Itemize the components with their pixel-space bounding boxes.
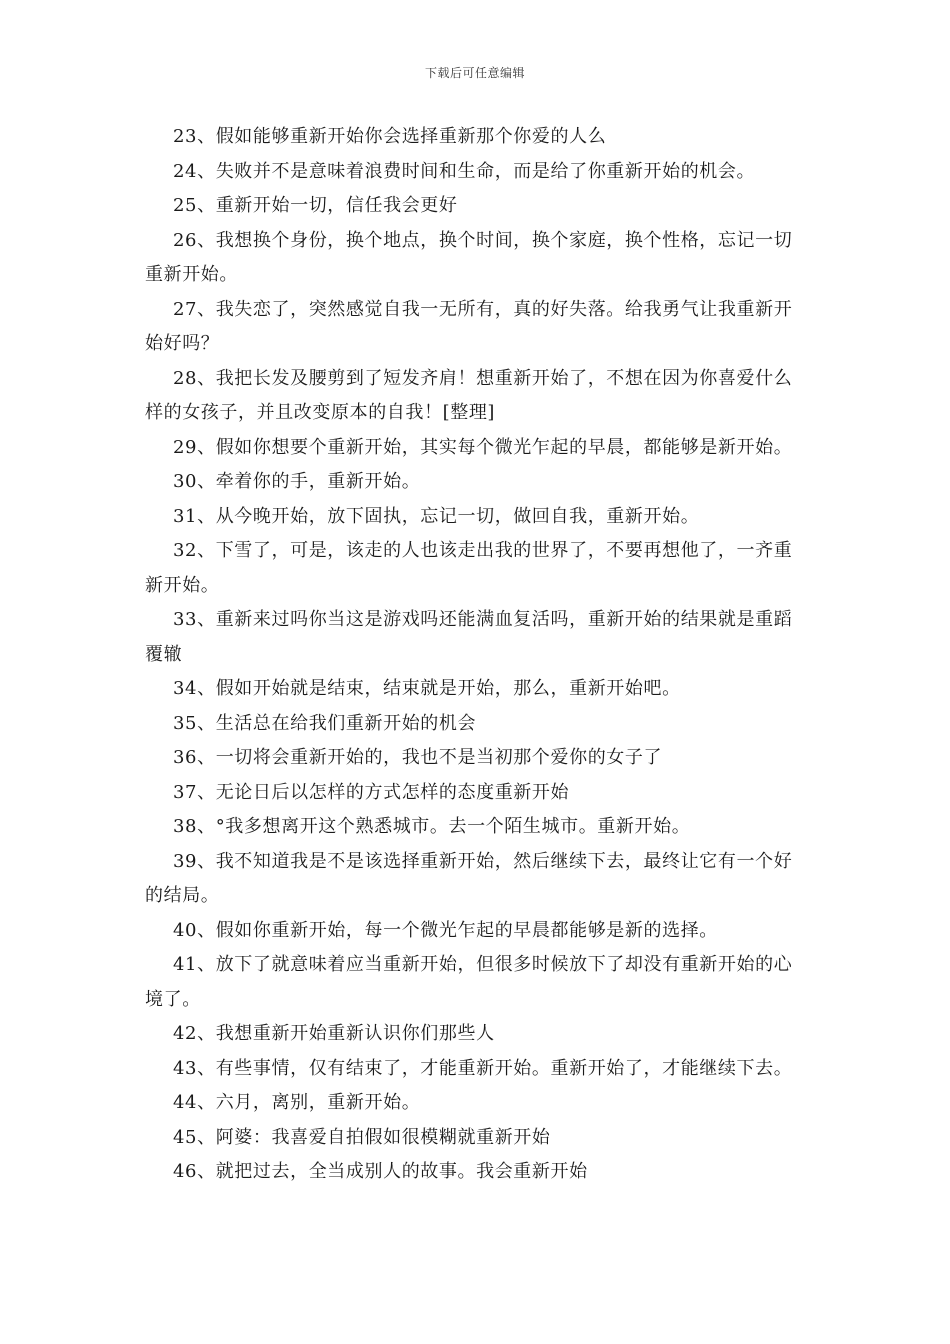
list-item: 42、我想重新开始重新认识你们那些人: [173, 1023, 495, 1044]
list-item: 35、生活总在给我们重新开始的机会: [173, 712, 477, 734]
list-item: 32、下雪了，可是，该走的人也该走出我的世界了，不要再想他了，一齐重新开始。: [145, 540, 793, 596]
list-item: 36、一切将会重新开始的，我也不是当初那个爱你的女子了: [173, 747, 663, 768]
list-item: 23、假如能够重新开始你会选择重新那个你爱的人么: [173, 126, 607, 147]
list-item: 41、放下了就意味着应当重新开始，但很多时候放下了却没有重新开始的心境了。: [145, 954, 793, 1010]
document-body: [145, 120, 810, 1190]
list-item: 44、六月，离别，重新开始。: [173, 1092, 421, 1113]
list-item: 34、假如开始就是结束，结束就是开始，那么，重新开始吧。: [173, 678, 681, 699]
list-item: 24、失败并不是意味着浪费时间和生命，而是给了你重新开始的机会。: [173, 160, 756, 182]
list-item: 25、重新开始一切，信任我会更好: [173, 195, 458, 216]
list-item: 33、重新来过吗你当这是游戏吗还能满血复活吗，重新开始的结果就是重蹈覆辙: [145, 609, 793, 665]
list-item: 43、有些事情，仅有结束了，才能重新开始。重新开始了，才能继续下去。: [173, 1057, 793, 1079]
list-item: 31、从今晚开始，放下固执，忘记一切，做回自我，重新开始。: [173, 505, 700, 527]
list-item: 26、我想换个身份，换个地点，换个时间，换个家庭，换个性格，忘记一切重新开始。: [145, 229, 793, 285]
list-item: 46、就把过去，全当成别人的故事。我会重新开始: [173, 1161, 588, 1182]
page-header: 下载后可任意编辑: [424, 66, 525, 80]
list-item: 29、假如你想要个重新开始，其实每个微光乍起的早晨，都能够是新开始。: [173, 436, 793, 458]
list-item: 30、牵着你的手，重新开始。: [173, 471, 421, 492]
list-item: 38、°我多想离开这个熟悉城市。去一个陌生城市。重新开始。: [173, 816, 691, 837]
list-item: 45、阿婆：我喜爱自拍假如很模糊就重新开始: [173, 1126, 551, 1148]
list-item: 37、无论日后以怎样的方式怎样的态度重新开始: [173, 781, 570, 803]
list-item: 39、我不知道我是不是该选择重新开始，然后继续下去，最终让它有一个好的结局。: [145, 850, 793, 906]
list-item: 40、假如你重新开始，每一个微光乍起的早晨都能够是新的选择。: [173, 919, 718, 941]
list-item: 28、我把长发及腰剪到了短发齐肩！想重新开始了，不想在因为你喜爱什么样的女孩子，并且改变原本的自我！[整理]: [145, 367, 793, 423]
list-item: 27、我失恋了，突然感觉自我一无所有，真的好失落。给我勇气让我重新开始好吗？: [145, 298, 793, 354]
